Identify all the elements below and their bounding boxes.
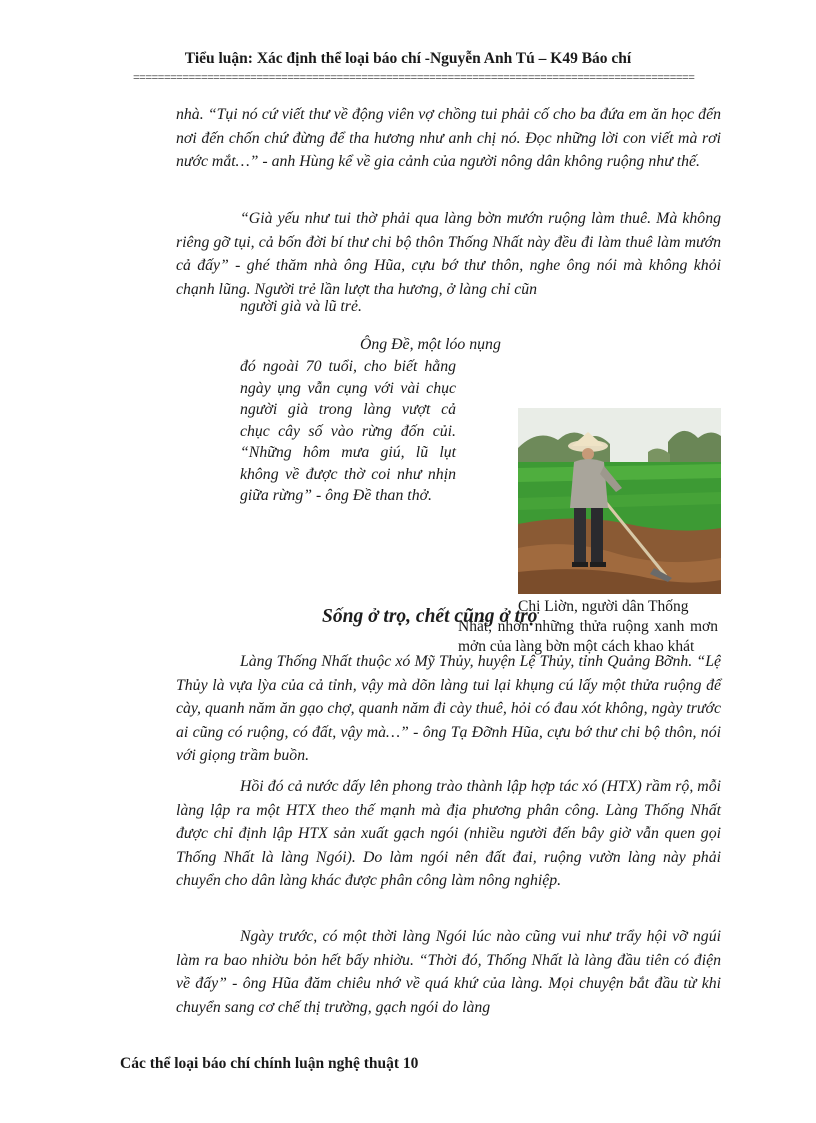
farmer-photo-illustration	[518, 408, 721, 594]
page-footer: Các thể loại báo chí chính luận nghệ thuật 10	[120, 1055, 419, 1072]
farmer-photo	[518, 408, 721, 594]
photo-caption-rest: Nhất, nhỡn những thửa ruộng xanh mơn mởn của làng bờn một cách khao khát	[458, 618, 718, 655]
paragraph-1: nhà. “Tụi nó cứ viết thư về động viên vợ chồng tui phải cố cho ba đứa em ăn học đến nơi đến chốn chứ đừng để tha hương như anh chị nó. Đọc những lời con viết mà rơi nước mắt…” - anh Hùng kể về gia cảnh của người nông dân không ruộng như thế.	[176, 106, 721, 170]
header-rule: ===========================================================================================	[133, 70, 695, 84]
paragraph-2-tail: người già và lũ trẻ.	[240, 298, 362, 315]
paragraph-3-body: đó ngoài 70 tuổi, cho biết hằng ngày ụng vẫn cụng với vài chục người già trong làng vượt cả chục cây số vào rừng đốn củi. “Những hôm mưa giú, lũ lụt không về được thờ coi như nhịn giữa rừng” - ông Đề than thở.	[240, 358, 456, 504]
photo-caption-line1: Chị Liờn, người dân Thống	[518, 598, 689, 615]
section-heading: Sống ở trọ, chết cũng ở trọ	[322, 606, 538, 627]
paragraph-5: Hồi đó cả nước dấy lên phong trào thành lập hợp tác xó (HTX) rầm rộ, mỗi làng lập ra một HTX theo thế mạnh mà địa phương phân công. Làng Thống Nhất được chỉ định lập HTX sản xuất gạch ngói (nhiều người đến bây giờ vẫn quen gọi Thống Nhất là làng Ngói). Do làm ngói nên đất đai, ruộng vườn làng này phải chuyển cho dân làng khác được phân công làm nông nghiệp.	[176, 778, 721, 889]
paragraph-6: Ngày trước, có một thời làng Ngói lúc nào cũng vui như trẩy hội vỡ ngúi làm ra bao nhiờu bỏn hết bấy nhiờu. “Thời đó, Thống Nhất là làng đầu tiên có điện về đấy” - ông Hũa đăm chiêu nhớ về quá khứ của làng. Mọi chuyện bắt đầu từ khi chuyển sang cơ chế thị trường, gạch ngói do làng	[176, 928, 721, 1016]
paragraph-3-first-line: Ông Đề, một lóo nụng	[360, 336, 501, 353]
paragraph-2: “Già yếu như tui thờ phải qua làng bờn mướn ruộng làm thuê. Mà không riêng gỡ tụi, cả bốn đời bí thư chi bộ thôn Thống Nhất này đều đi làm thuê làm mướn cả đấy” - ghé thăm nhà ông Hũa, cựu bớ thư thôn, nghe ông nói mà không khỏi chạnh lũng. Người trẻ lần lượt tha hương, ở làng chỉ cũn	[176, 210, 721, 298]
page-header: Tiểu luận: Xác định thể loại báo chí -Nguyễn Anh Tú – K49 Báo chí	[184, 50, 632, 67]
paragraph-4: Làng Thống Nhất thuộc xó Mỹ Thủy, huyện Lệ Thủy, tỉnh Quảng Bỡnh. “Lệ Thủy là vựa lỳa của cả tỉnh, vậy mà dõn làng tui lại khụng cú lấy một thửa ruộng để cày, quanh năm ăn gạo chợ, quanh năm đi cày thuê, hỏi có đau xót không, ngày trước ai cũng có ruộng, có đất, vậy mà…” - ông Tạ Đỡnh Hũa, cựu bớ thư chi bộ thôn, nói với giọng trầm buồn.	[176, 653, 721, 764]
